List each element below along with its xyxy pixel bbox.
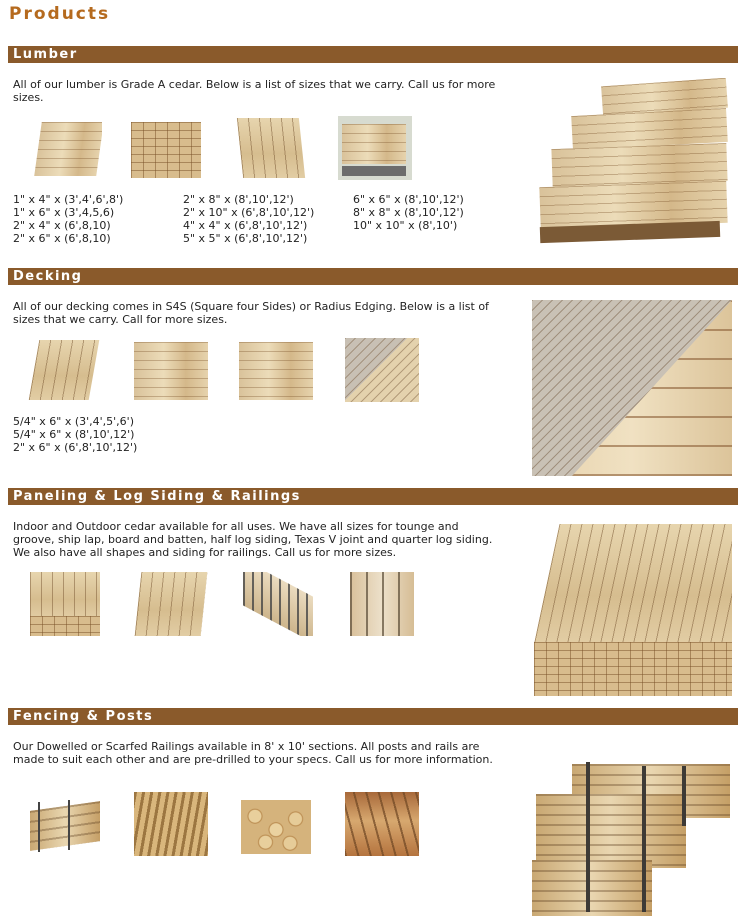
fencing-thumb-1 xyxy=(28,792,102,856)
size-item: 2" x 8" x (8',10',12') xyxy=(183,193,294,206)
decking-thumb-3 xyxy=(239,342,313,400)
decking-sizes xyxy=(13,415,137,454)
decking-intro: All of our decking comes in S4S (Square four Sides) or Radius Edging. Below is a list of sizes that we carry. Call for more sizes. xyxy=(13,300,489,326)
lumber-sizes-col-3 xyxy=(353,193,464,232)
size-item: 2" x 10" x (6',8',10',12') xyxy=(183,206,315,219)
lumber-sizes-col-2 xyxy=(183,193,314,245)
lumber-intro: All of our lumber is Grade A cedar. Below is a list of sizes that we carry. Call us for more sizes. xyxy=(13,78,496,104)
lumber-thumb-1 xyxy=(28,116,102,180)
size-item: 1" x 4" x (3',4',6',8') xyxy=(13,193,124,206)
decking-thumb-4 xyxy=(345,338,419,402)
paneling-thumb-4 xyxy=(350,572,424,636)
decking-thumb-1 xyxy=(28,338,102,402)
size-item: 2" x 6" x (6',8',10',12') xyxy=(13,441,138,454)
paneling-thumb-1 xyxy=(28,572,102,636)
size-item: 2" x 4" x (6',8,10) xyxy=(13,219,111,232)
paneling-intro: Indoor and Outdoor cedar available for all uses. We have all sizes for tounge and groove, ship lap, board and batten, half log siding, Texas V joint and quarter log siding. We also have all shapes and siding for railings. Call us for more sizes. xyxy=(13,520,493,559)
size-item: 5" x 5" x (6',8',10',12') xyxy=(183,232,308,245)
section-header-lumber: Lumber xyxy=(8,46,738,63)
section-header-decking: Decking xyxy=(8,268,738,285)
fencing-main-photo xyxy=(532,760,732,916)
fencing-intro: Our Dowelled or Scarfed Railings available in 8' x 10' sections. All posts and rails are made to suit each other and are pre-drilled to your specs. Call us for more information. xyxy=(13,740,493,766)
page-title: Products xyxy=(9,4,111,24)
lumber-thumb-2 xyxy=(129,116,203,180)
section-header-fencing: Fencing & Posts xyxy=(8,708,738,725)
size-item: 10" x 10" x (8',10') xyxy=(353,219,458,232)
size-item: 2" x 6" x (6',8,10) xyxy=(13,232,111,245)
lumber-main-photo xyxy=(532,78,732,250)
fencing-thumb-3 xyxy=(239,792,313,856)
decking-main-photo xyxy=(532,300,732,476)
section-header-paneling: Paneling & Log Siding & Railings xyxy=(8,488,738,505)
paneling-thumb-2 xyxy=(134,572,208,636)
lumber-thumb-3 xyxy=(234,116,308,180)
size-item: 4" x 4" x (6',8',10',12') xyxy=(183,219,308,232)
lumber-sizes-col-1 xyxy=(13,193,123,245)
fencing-thumb-2 xyxy=(134,792,208,856)
size-item: 5/4" x 6" x (8',10',12') xyxy=(13,428,135,441)
size-item: 5/4" x 6" x (3',4',5',6') xyxy=(13,415,134,428)
lumber-thumb-4 xyxy=(338,116,412,180)
size-item: 1" x 6" x (3',4,5,6) xyxy=(13,206,115,219)
size-item: 8" x 8" x (8',10',12') xyxy=(353,206,464,219)
paneling-thumb-3 xyxy=(239,572,313,636)
paneling-main-photo xyxy=(532,524,732,696)
decking-thumb-2 xyxy=(134,342,208,400)
size-item: 6" x 6" x (8',10',12') xyxy=(353,193,464,206)
fencing-thumb-4 xyxy=(345,792,419,856)
